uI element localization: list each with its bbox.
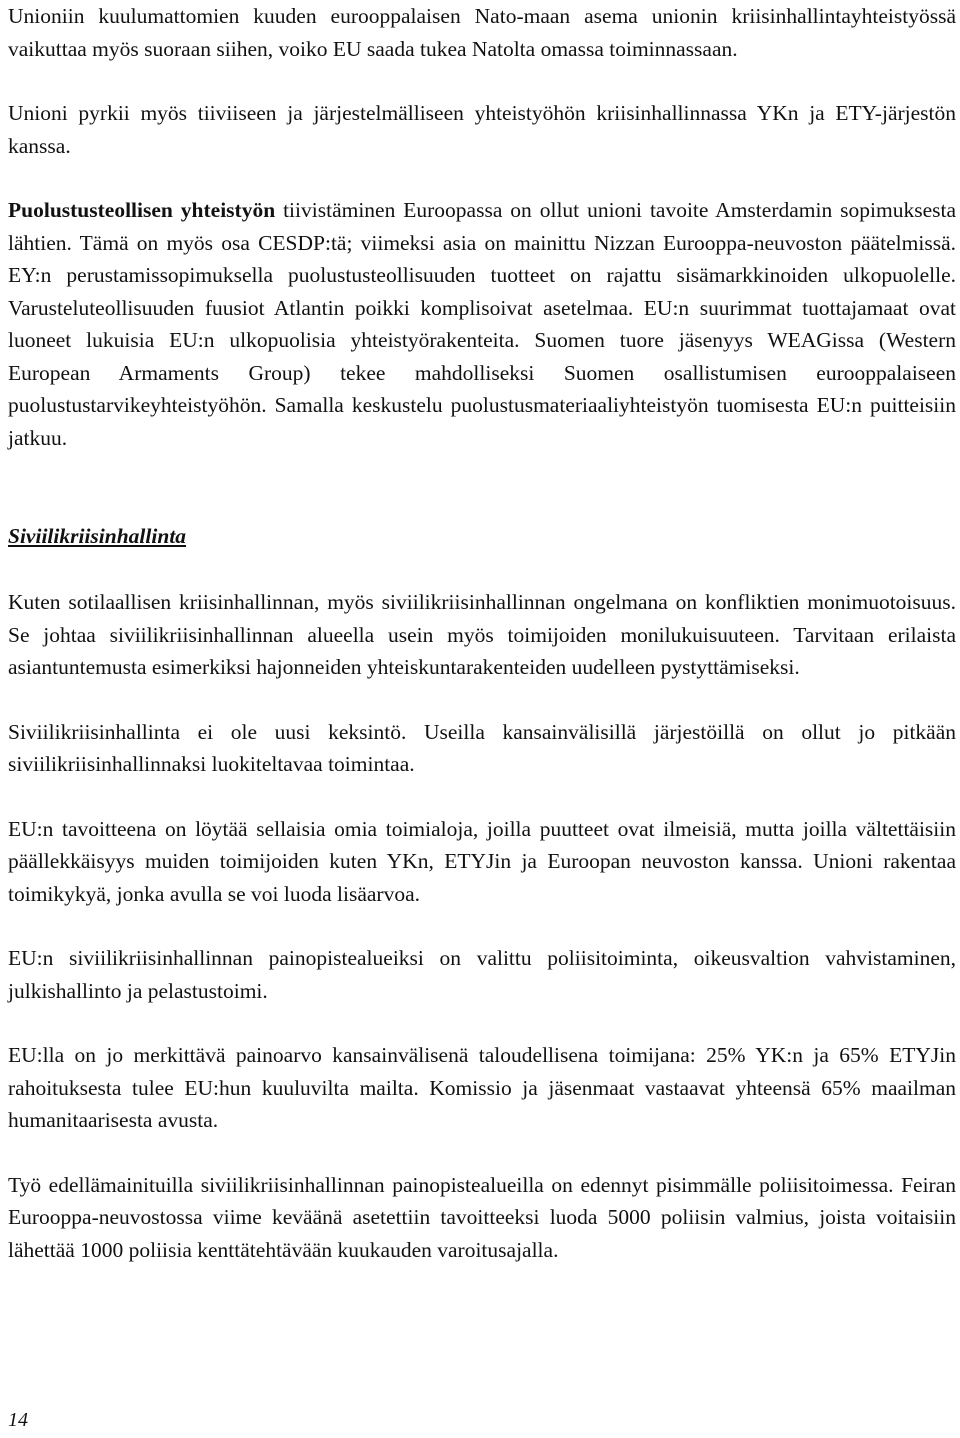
- section-heading: Siviilikriisinhallinta: [8, 524, 187, 548]
- paragraph: EU:n tavoitteena on löytää sellaisia omia toimialoja, joilla puutteet ovat ilmeisiä, mutta joilla vältettäisiin päällekkäisyys muiden toimijoiden kuten YKn, ETYJin ja Euroopan neuvoston kanssa. Unioni rakentaa toimikykyä, jonka avulla se voi luoda lisäarvoa.: [8, 816, 956, 906]
- paragraph: Unioniin kuulumattomien kuuden eurooppalaisen Nato-maan asema unionin kriisinhallintayhteistyössä vaikuttaa myös suoraan siihen, voiko EU saada tukea Natolta omassa toiminnassaan.: [8, 4, 956, 61]
- paragraph-lead-term: Puolustusteollisen yhteistyön: [8, 198, 276, 222]
- paragraph-body: tiivistäminen Euroopassa on ollut unioni tavoite Amsterdamin sopimuksesta lähtien. Tämä on myös osa CESDP:tä; viimeksi asia on mainittu Nizzan Eurooppa-neuvoston päätelmissä. EY:n perustamissopimuksella puolustusteollisuuden tuotteet on rajattu sisämarkkinoiden ulkopuolelle. Varusteluteollisuuden fuusiot Atlantin poikki komplisoivat asetelmaa. EU:n suurimmat tuottajamaat ovat luoneet lukuisia EU:n ulkopuolisia yhteistyörakenteita. Suomen tuore jäsenyys WEAGissa (Western European Armaments Group) tekee mahdolliseksi Suomen osallistumisen eurooppalaiseen puolustustarvikeyhteistyöhön. Samalla keskustelu puolustusmateriaaliyhteistyön tuomisesta EU:n puitteisiin jatkuu.: [8, 198, 956, 450]
- paragraph: EU:n siviilikriisinhallinnan painopistealueiksi on valittu poliisitoiminta, oikeusvaltion vahvistaminen, julkishallinto ja pelastustoimi.: [8, 946, 956, 1003]
- document-page: [8, 0, 956, 1266]
- paragraph: Kuten sotilaallisen kriisinhallinnan, myös siviilikriisinhallinnan ongelmana on konfliktien monimuotoisuus. Se johtaa siviilikriisinhallinnan alueella usein myös toimijoiden monilukuisuuteen. Tarvitaan erilaista asiantuntemusta esimerkiksi hajonneiden yhteiskuntarakenteiden uudelleen pystyttämiseksi.: [8, 590, 956, 679]
- page-number: 14: [8, 1409, 28, 1431]
- paragraph: Työ edellämainituilla siviilikriisinhallinnan painopistealueilla on edennyt pisimmälle poliisitoimessa. Feiran Eurooppa-neuvostossa viime keväänä asetettiin tavoitteeksi luoda 5000 poliisin valmius, joista voitaisiin lähettää 1000 poliisia kenttätehtävään kuukauden varoitusajalla.: [8, 1172, 956, 1262]
- paragraph: [8, 194, 956, 454]
- paragraph: Unioni pyrkii myös tiiviiseen ja järjestelmälliseen yhteistyöhön kriisinhallinnassa YKn ja ETY-järjestön kanssa.: [8, 101, 956, 158]
- paragraph: EU:lla on jo merkittävä painoarvo kansainvälisenä taloudellisena toimijana: 25% YK:n ja 65% ETYJin rahoituksesta tulee EU:hun kuuluvilta mailta. Komissio ja jäsenmaat vastaavat yhteensä 65% maailman humanitaarisesta avusta.: [8, 1043, 956, 1132]
- paragraph: Siviilikriisinhallinta ei ole uusi keksintö. Useilla kansainvälisillä järjestöillä on ollut jo pitkään siviilikriisinhallinnaksi luokiteltavaa toimintaa.: [8, 719, 956, 776]
